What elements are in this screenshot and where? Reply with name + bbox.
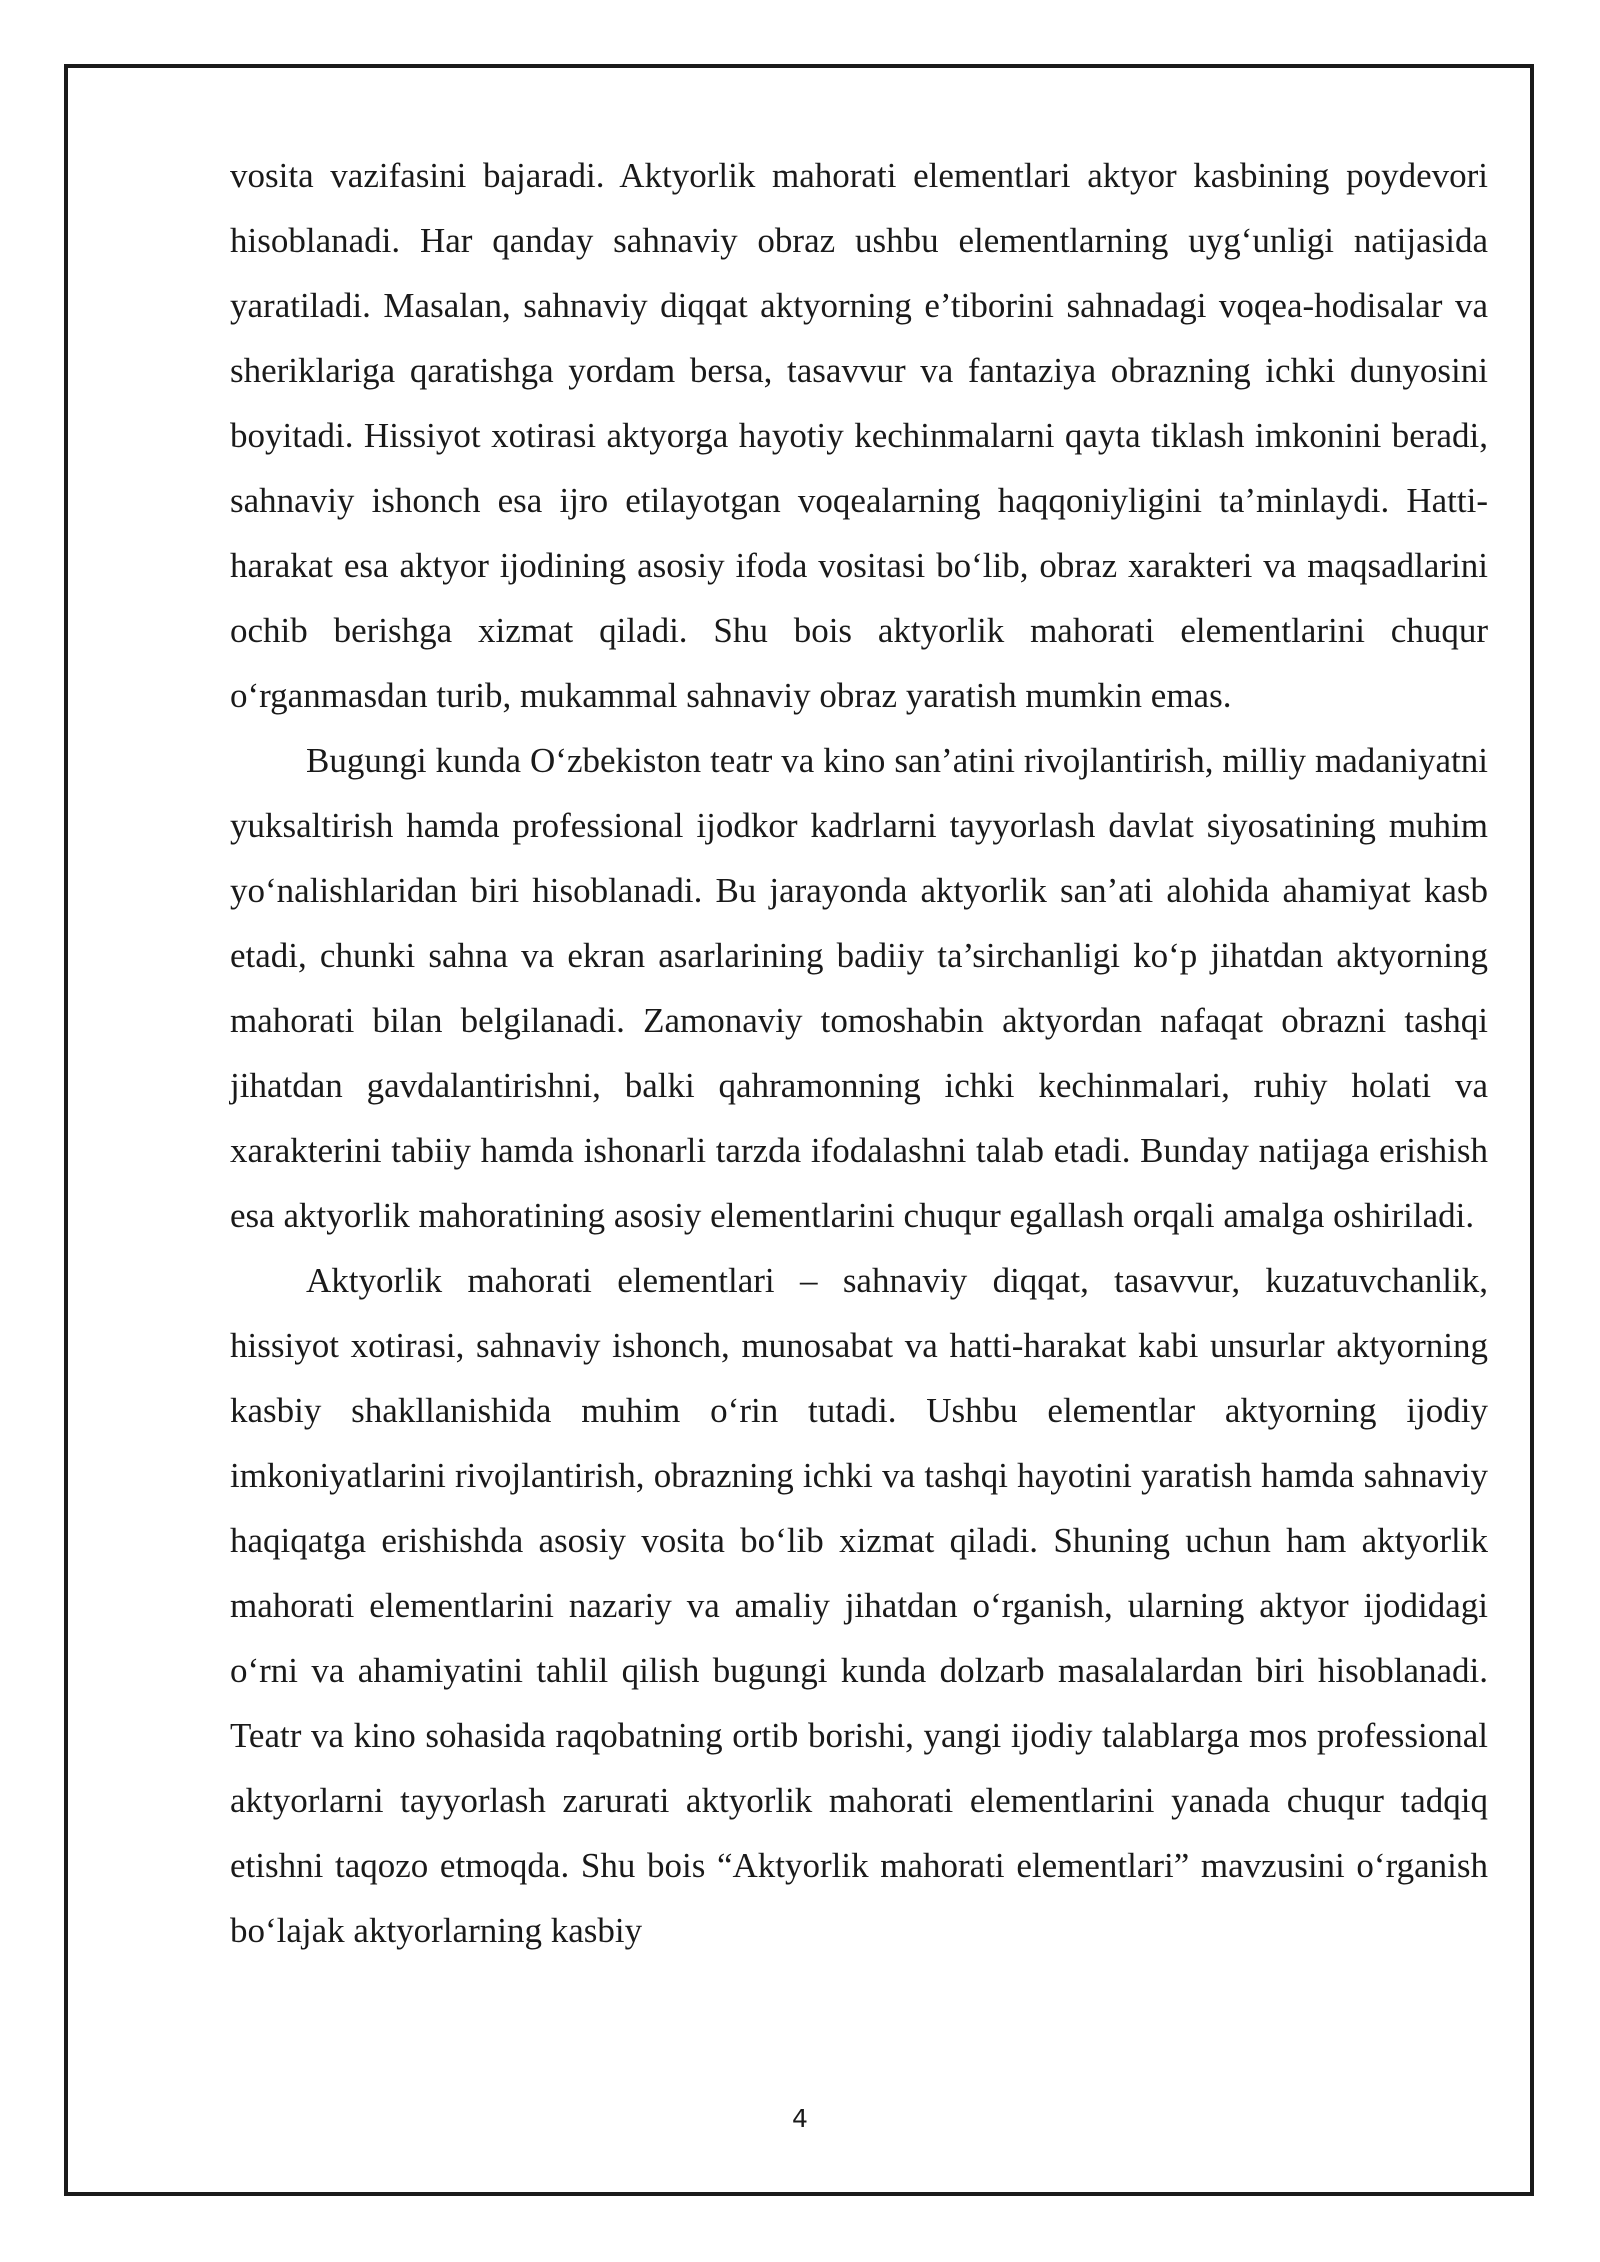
document-body (230, 143, 1488, 1963)
page-number: 4 (792, 2104, 808, 2133)
paragraph-3: Aktyorlik mahorati elementlari – sahnaviy diqqat, tasavvur, kuzatuvchanlik, hissiyot xotirasi, sahnaviy ishonch, munosabat va hatti-harakat kabi unsurlar aktyorning kasbiy shakllanishida muhim o‘rin tutadi. Ushbu elementlar aktyorning ijodiy imkoniyatlarini rivojlantirish, obrazning ichki va tashqi hayotini yaratish hamda sahnaviy haqiqatga erishishda asosiy vosita bo‘lib xizmat qiladi. Shuning uchun ham aktyorlik mahorati elementlarini nazariy va amaliy jihatdan o‘rganish, ularning aktyor ijodidagi o‘rni va ahamiyatini tahlil qilish bugungi kunda dolzarb masalalardan biri hisoblanadi. Teatr va kino sohasida raqobatning ortib borishi, yangi ijodiy talablarga mos professional aktyorlarni tayyorlash zarurati aktyorlik mahorati elementlarini yanada chuqur tadqiq etishni taqozo etmoqda. Shu bois “Aktyorlik mahorati elementlari” mavzusini o‘rganish bo‘lajak aktyorlarning kasbiy (230, 1261, 1488, 1950)
paragraph-2: Bugungi kunda O‘zbekiston teatr va kino san’atini rivojlantirish, milliy madaniyatni yuksaltirish hamda professional ijodkor kadrlarni tayyorlash davlat siyosatining muhim yo‘nalishlaridan biri hisoblanadi. Bu jarayonda aktyorlik san’ati alohida ahamiyat kasb etadi, chunki sahna va ekran asarlarining badiiy ta’sirchanligi ko‘p jihatdan aktyorning mahorati bilan belgilanadi. Zamonaviy tomoshabin aktyordan nafaqat obrazni tashqi jihatdan gavdalantirishni, balki qahramonning ichki kechinmalari, ruhiy holati va xarakterini tabiiy hamda ishonarli tarzda ifodalashni talab etadi. Bunday natijaga erishish esa aktyorlik mahoratining asosiy elementlarini chuqur egallash orqali amalga oshiriladi. (230, 741, 1488, 1235)
paragraph-1: vosita vazifasini bajaradi. Aktyorlik mahorati elementlari aktyor kasbining poydevori hisoblanadi. Har qanday sahnaviy obraz ushbu elementlarning uyg‘unligi natijasida yaratiladi. Masalan, sahnaviy diqqat aktyorning e’tiborini sahnadagi voqea-hodisalar va sheriklariga qaratishga yordam bersa, tasavvur va fantaziya obrazning ichki dunyosini boyitadi. Hissiyot xotirasi aktyorga hayotiy kechinmalarni qayta tiklash imkonini beradi, sahnaviy ishonch esa ijro etilayotgan voqealarning haqqoniyligini ta’minlaydi. Hatti-harakat esa aktyor ijodining asosiy ifoda vositasi bo‘lib, obraz xarakteri va maqsadlarini ochib berishga xizmat qiladi. Shu bois aktyorlik mahorati elementlarini chuqur o‘rganmasdan turib, mukammal sahnaviy obraz yaratish mumkin emas. (230, 156, 1488, 715)
